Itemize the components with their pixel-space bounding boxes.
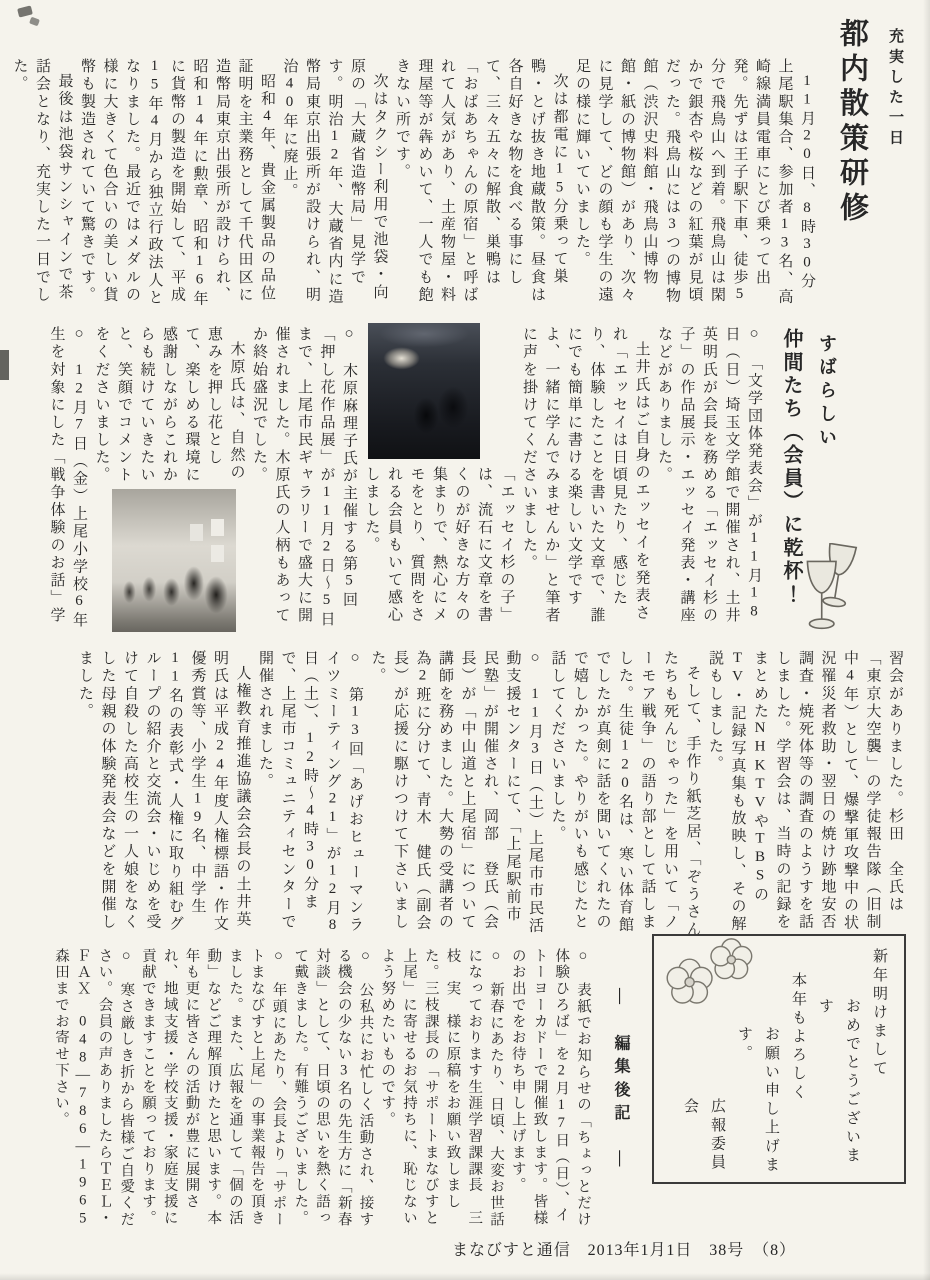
- editors-note-paragraph: ○ 新春にあたり、日頃、大変お世話になっております生涯学習課課長 三枝 実 様に原稿をお願い致しました。三枝課長の「サポートまなびすと上尾」に寄せるお気持ちに、恥じないよう努めたいものです。: [379, 948, 504, 1229]
- editors-note: [53, 948, 638, 1245]
- tour-paragraph: 11月20日、8時30分上尾駅集合、参加者13名、高崎線満員電車にとび乗って出発。先ずは王子駅下車、徒歩5分で飛鳥山へ到着。飛鳥山は閑かで銀杏や桜などの紅葉が見頃だった。飛鳥山には3つの博物館（渋沢史料館・飛鳥山博物館・紙の博物館）があり、次々に見学して、どの顔も学生の遠足の様に輝いていました。: [574, 58, 815, 306]
- greeting-line: お願い申し上げます。: [736, 1026, 779, 1175]
- report-paragraph: ○ 第13回「あげおヒューマンライツミーティング21」が12月8日（土）、12時〜4時30分まで、上尾市コミュニティセンターで開催されました。: [257, 650, 363, 936]
- toast-paragraph: 土井氏はご自身のエッセイを発表され「エッセイは日頃見たり、感じたり、体験したことを書いた文章で、誰にでも簡単に書ける楽しい文学ですよ、一緒に学んでみませんか」と筆者に声を掛けてくださいました。: [521, 326, 650, 625]
- meeting-room-photo: [368, 323, 480, 459]
- scan-edge-mark: [0, 350, 9, 380]
- greeting-line: 新年明けまして: [871, 948, 887, 1079]
- tour-paragraph: 昭和4年、貴金属製品の品位証明を主業務として千代田区に造幣局東京出張所が設けられ、昭和14年に勲章、昭和16年に貨幣の製造を開始して、平成15年4月から独立行政法人となりました。最近ではメダルの様に大きくて色合いの美しい貨幣も製造されていて驚きです。: [79, 58, 275, 308]
- editors-note-paragraph: ○ 公私共にお忙しく活動され、接する機会の少ない3名の先生方に「新春対談」として、日頃の思いを熱く語って戴きました。有難うございました。: [292, 948, 374, 1229]
- toast-paragraph: ○ 「文学団体発表会」が11月18日（日）埼玉文学館で開催され、土井英明氏が会長を務める「エッセイ杉の子」の作品展示・エッセイ発表・講座などがありました。: [656, 326, 762, 625]
- gallery-exhibition-photo: [112, 489, 236, 632]
- greeting-line: おめでとうございます: [817, 998, 860, 1166]
- toast-paragraph: 木原氏は、自然の恵みを押し花として、楽しめる環境に感謝しながらこれからも続けていきたいと、笑顔でコメントをくださいました。: [93, 326, 245, 484]
- report-paragraph: 習会がありました。杉田 全氏は「東京大空襲」の学徒報告隊（旧制中4年）として、爆撃軍攻撃中の状況罹災者救助・翌日の焼け跡地安否調査・焼死体等の調査のようすを話しました。学習会は、当時の記録をまとめたNHKTVやTBSのTV・記録写真集も放映し、その解説もしました。: [707, 650, 903, 933]
- tour-paragraph: 次はタクシー利用で池袋・向原の「大蔵省造幣局」見学です。明治12年、大蔵省内に造幣局東京出張所が設けられ、明治40年に廃止。: [281, 58, 388, 306]
- scan-edge-shadow: [923, 0, 930, 1280]
- plum-blossoms-icon: [656, 936, 768, 1014]
- editors-note-heading: ― 編集後記 ―: [612, 988, 629, 1174]
- article-title: 都内散策研修: [836, 18, 868, 227]
- report-paragraph: そして、手作り紙芝居、「ぞうさんたちも死んじゃった」を用いて「ノーモア戦争」の語り部として話しました。生徒120名は、寒い体育館でしたが真剣に話を聞いてくれたので嬉しかった。やりがいも感じたと話してくださいました。: [549, 650, 701, 939]
- wine-glasses-icon: [800, 543, 870, 637]
- toast-paragraph: ○ 12月7日（金）上尾小学校6年生を対象にした「戦争体験のお話」学: [48, 326, 87, 630]
- scan-edge-shadow: [0, 1273, 930, 1280]
- report-paragraph: 人権教育推進協議会会長の土井英明氏は平成24年度人権標語・作文優秀賞等、小学生19名、中学生11名の表彰式・人権に取り組むグループの紹介と交流会・いじめを受けて自殺した高校生の一人娘をなくした母親の体験発表会などを開催しました。: [77, 650, 251, 933]
- editors-note-paragraph: ○ 表紙でお知らせの「ちょっとだけ体験ひろば」を2月17日（日）、イトーヨーカドーで開催致します。皆様のお出でをお待ち申し上げます。: [509, 948, 591, 1229]
- tour-paragraph: 最後は池袋サンシャインで茶話会となり、充実した一日でした。: [11, 58, 73, 304]
- article-reports: [20, 650, 906, 940]
- toast-paragraph: 「エッセイ杉の子」は、流石に文章を書くのが好きな方々の集まりで、熱心にメモをとり、質問をされる会員もいて感心しました。: [363, 466, 515, 624]
- article-tour: [11, 16, 906, 308]
- tour-paragraph: 次は都電に15分乗って巣鴨・とげ抜き地蔵散策。昼食は各自好きな物を食べる事にして、三々五々に解散、巣鴨は「おばあちゃんの原宿」と呼ばれて人気があり、土産物屋・料理屋等が犇めいて、一人でも飽きない所です。: [394, 58, 568, 304]
- editors-note-paragraph: ○ 年頭にあたり、会長より「サポートまなびすと上尾」の事業報告を頂きました。また、広報を通して「個の活動」などご理解頂けたと思います。本年も更に皆さんの活動が豊に展開され、地域支援・学校支援・家庭支援に貢献できますことを願っております。: [140, 948, 287, 1229]
- toast-title-line2: 仲間たち（会員）に乾杯！: [780, 328, 802, 607]
- toast-paragraph: ○ 木原麻理子氏が主催する第5回「押し花作品展」が11月2日〜5日まで、上尾市民ギャラリーで盛大に開催されました。木原氏の人柄もあってか終始盛況でした。: [251, 326, 357, 629]
- report-paragraph: ○ 11月3日（土）上尾市市民活動支援センターにて、「上尾駅前市民塾」が開催され、岡部 登氏（会長）が「中山道と上尾宿」について講師を務めました。大勢の受講者の為2班に分けて、青木 健氏（副会長）が応援に駆けつけて下さいました。: [369, 650, 543, 935]
- greeting-line: 広報委員会: [682, 1098, 725, 1173]
- toast-title-line1: すばらしい: [817, 334, 837, 451]
- page-footer: まなびすと通信 2013年1月1日 38号 （8）: [452, 1242, 797, 1259]
- greeting-line: 本年もよろしく: [790, 972, 806, 1103]
- editors-note-paragraph: ○ 寒さ厳しき折から皆様ご自愛ください。会員の声ありましたらＴＥＬ・ＦＡＸ 048―786―1965 森田までお寄せ下さい。: [53, 948, 135, 1245]
- article-kicker: 充実した一日: [887, 28, 903, 150]
